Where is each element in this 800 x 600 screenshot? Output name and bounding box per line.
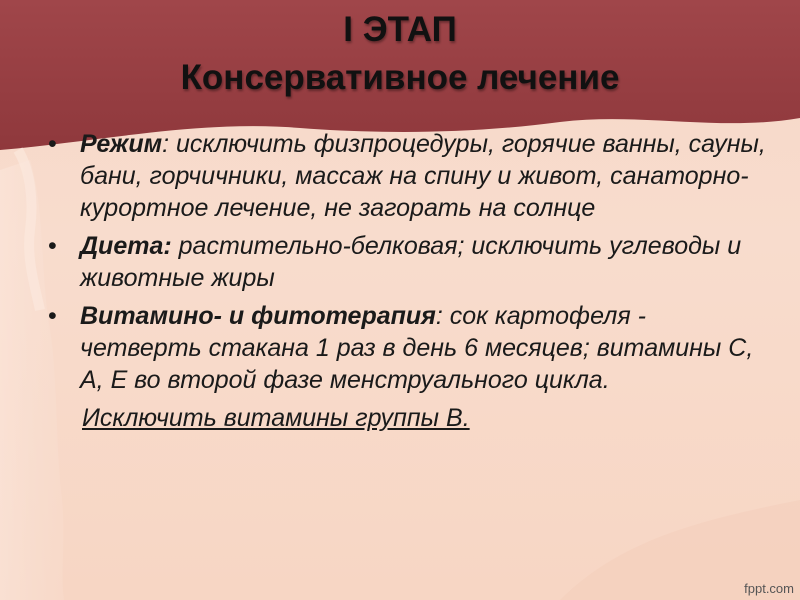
bullet-lead: Диета: [80,232,172,260]
bullet-marker: • [48,130,57,158]
bullet-text: растительно-белковая; исключить углеводы и животные жиры [80,232,742,292]
bullet-lead: Витамино- и фитотерапия [80,302,436,330]
bullet-item-vitamins [44,300,774,396]
bullet-item-diet [44,230,774,294]
slide-content [44,128,774,434]
bullet-text: : сок картофеля - четверть стакана 1 раз в день 6 месяцев; витамины С, А, Е во второй фазе менструального цикла. [80,302,754,394]
bullet-marker: • [48,232,57,260]
slide-title [0,6,800,102]
bullet-list [44,128,774,396]
bullet-lead: Режим [80,130,163,158]
bullet-item-regime [44,128,774,224]
brand-watermark: fppt.com [744,581,794,596]
title-line-2: Консервативное лечение [180,58,620,97]
footer-note: Исключить витамины группы В. [82,404,470,432]
bullet-marker: • [48,302,57,330]
title-line-1: I ЭТАП [343,10,457,49]
bullet-text: : исключить физпроцедуры, горячие ванны, сауны, бани, горчичники, массаж на спину и живот, санаторно-курортное лечение, не загорать на солнце [80,130,766,222]
